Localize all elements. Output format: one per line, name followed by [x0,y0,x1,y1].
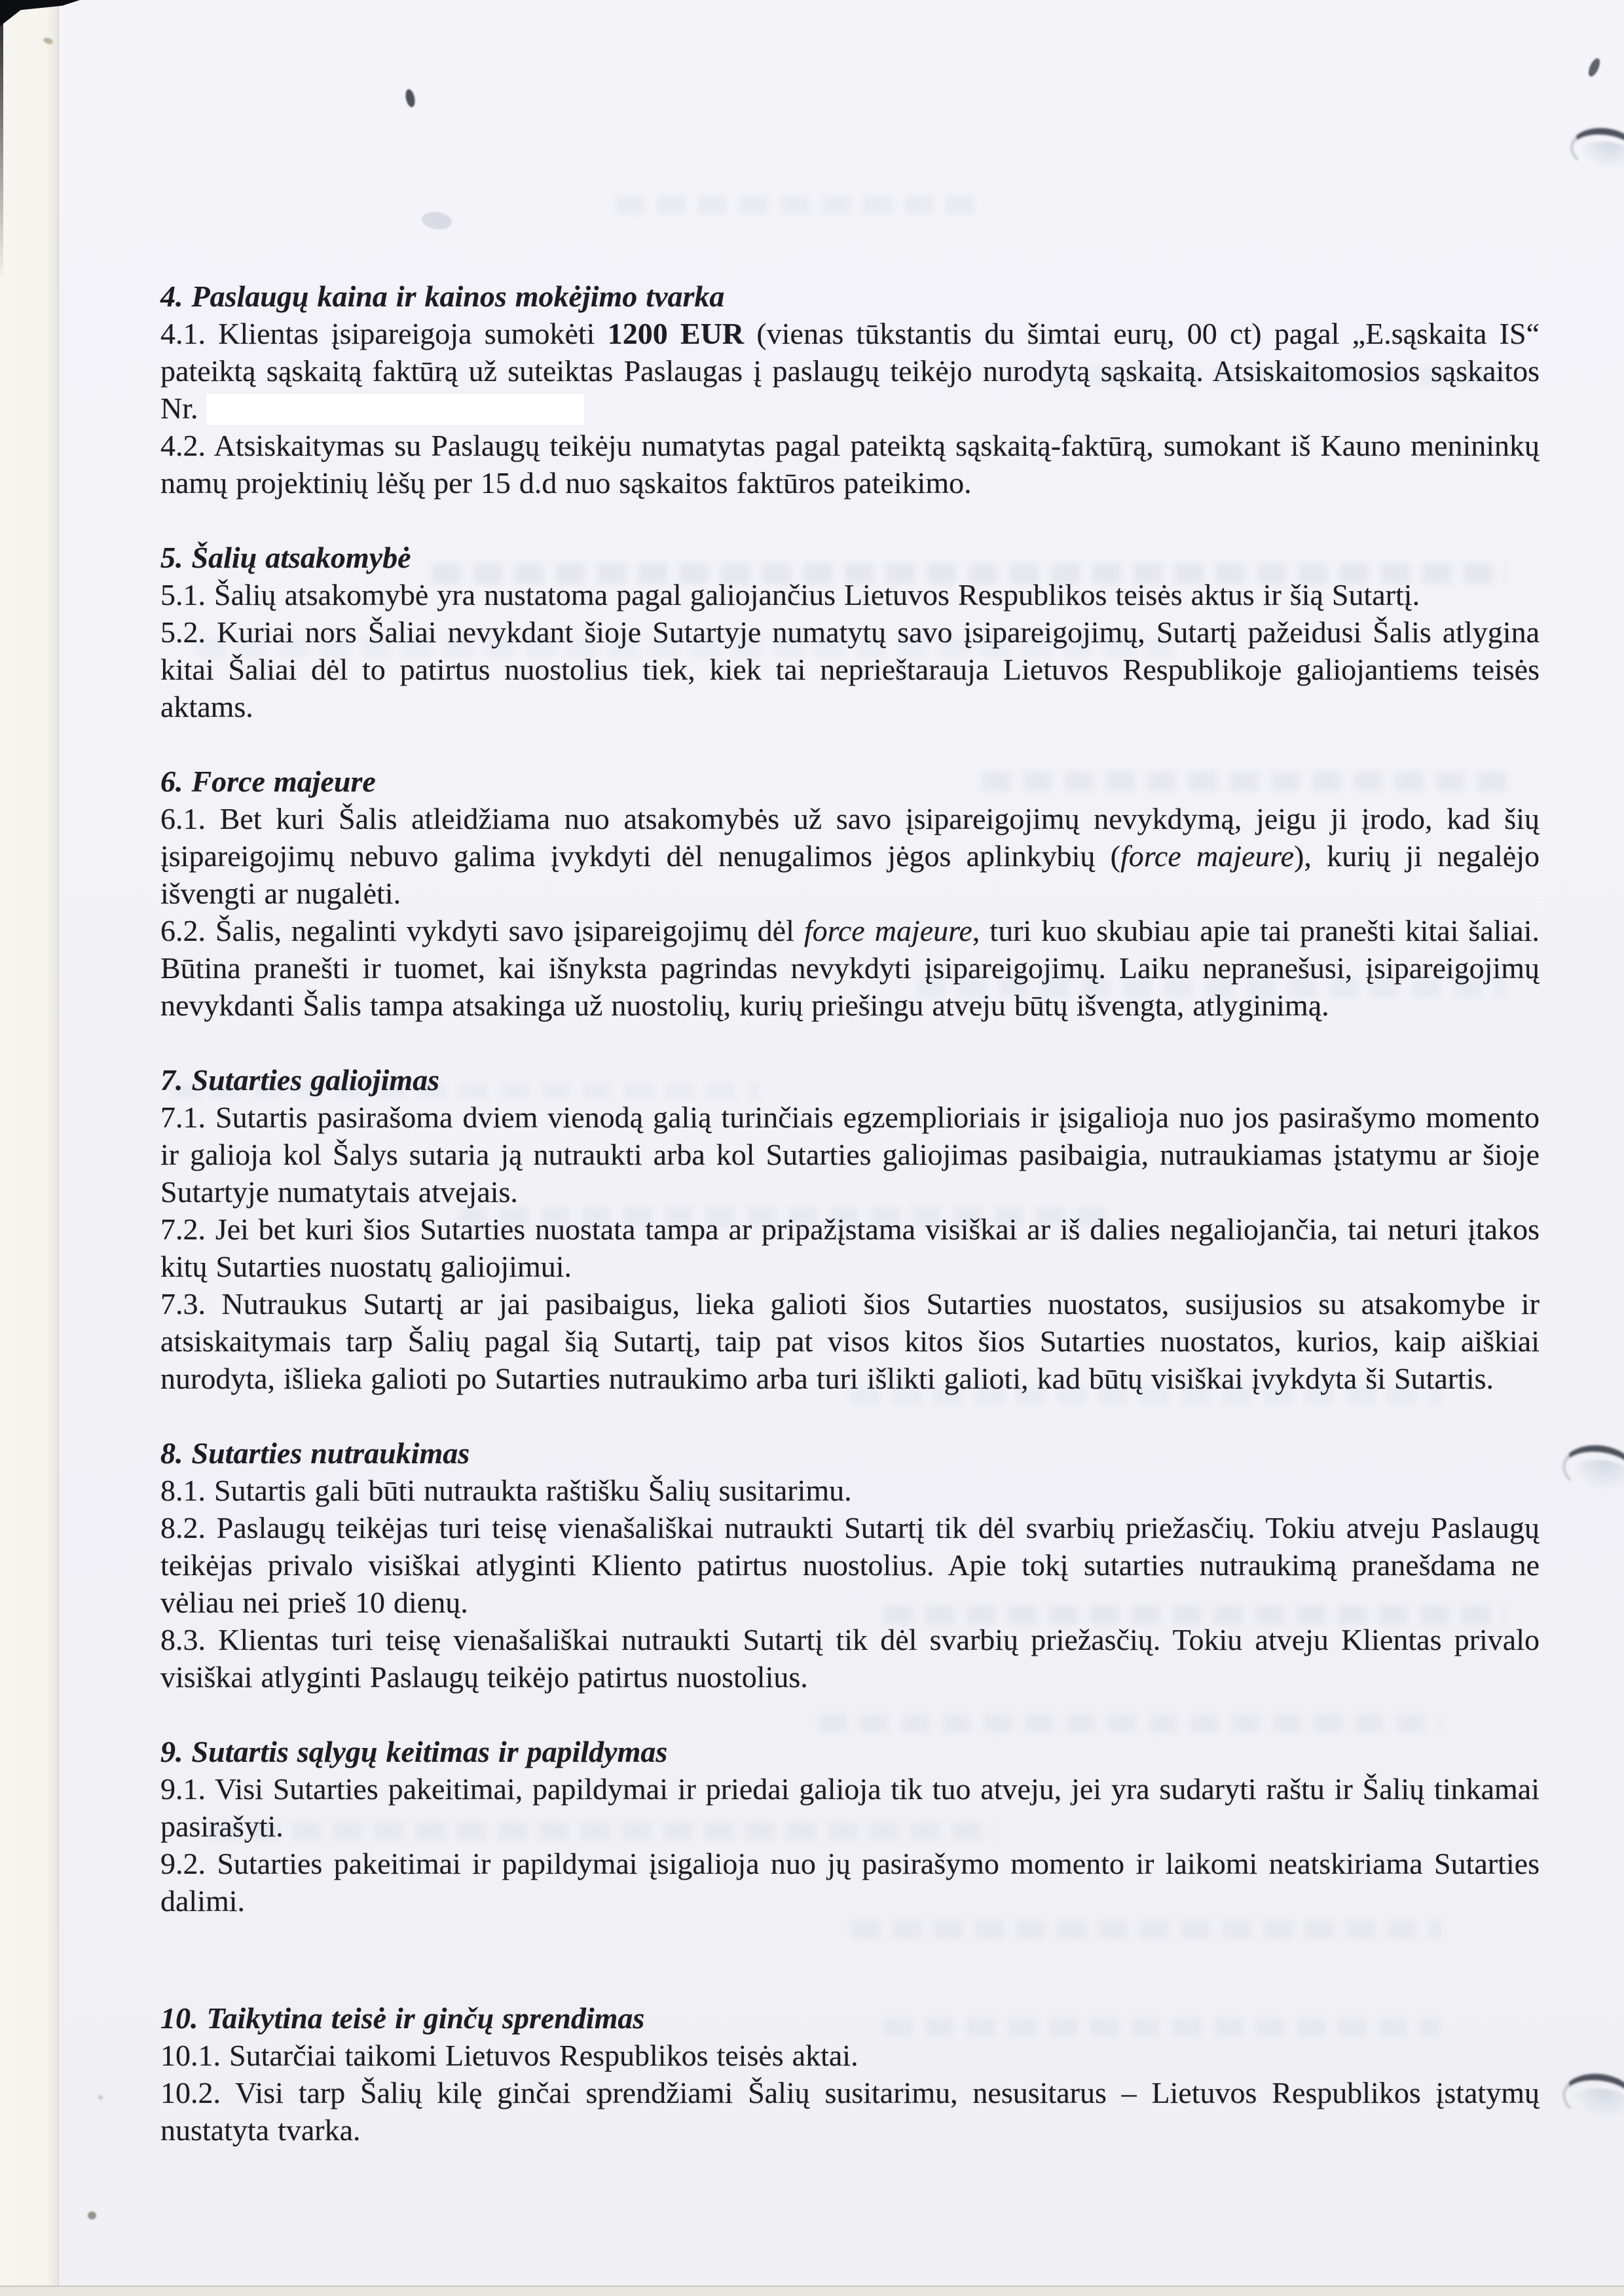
contract-section [160,1999,1540,2149]
section-heading: 5. Šalių atsakomybė [160,541,411,574]
clause-paragraph [160,2037,1540,2074]
clause-paragraph [160,1509,1540,1621]
section-heading: 10. Taikytina teisė ir ginčų sprendimas [160,2001,645,2035]
clause-paragraph [160,1770,1540,1845]
ink-speck-artifact [88,2212,96,2219]
section-heading: 9. Sutartis sąlygų keitimas ir papildymas [160,1735,668,1768]
contract-text [160,278,1540,2149]
clause-paragraph [160,613,1540,725]
italic-term: force majeure [803,914,972,947]
clause-text: 9.1. Visi Sutarties pakeitimai, papildymai ir priedai galioja tik tuo atveju, jei yra sudaryti raštu ir Šalių tinkamai pasirašyti. [160,1772,1540,1843]
clause-text: 5.1. Šalių atsakomybė yra nustatoma pagal galiojančius Lietuvos Respublikos teisės aktus ir šią Sutartį. [160,578,1420,611]
clause-paragraph [160,427,1540,501]
clause-paragraph [160,1845,1540,1920]
clause-paragraph [160,1099,1540,1211]
clause-text: 4.1. Klientas įsipareigoja sumokėti [160,317,608,350]
clause-text: 10.1. Sutarčiai taikomi Lietuvos Respublikos teisės aktai. [160,2039,858,2072]
emphasized-amount: 1200 EUR [607,317,745,350]
contract-section [160,1061,1540,1397]
clause-text: 7.3. Nutraukus Sutartį ar jai pasibaigus, lieka galioti šios Sutarties nuostatos, susijusios su atsakomybe ir atsiskaitymais tarp Šalių pagal šią Sutartį, taip pat visos kitos šios Sutarties nuostatos, kurios, kaip aiškiai nurodyta, išlieka galioti po Sutarties nutraukimo arba turi išlikti galioti, kad būtų visiškai įvykdyta ši Sutartis. [160,1287,1540,1395]
section-heading: 6. Force majeure [160,765,376,798]
redaction-box [207,394,583,424]
clause-text: 8.3. Klientas turi teisę vienašališkai nutraukti Sutartį tik dėl svarbių priežasčių. Tokiu atveju Klientas privalo visiškai atlyginti Paslaugų teikėjo patirtus nuostolius. [160,1623,1540,1694]
page-bottom-edge [0,2286,1624,2296]
clause-paragraph [160,912,1540,1024]
clause-paragraph [160,576,1540,613]
clause-paragraph [160,2074,1540,2149]
clause-text: 9.2. Sutarties pakeitimai ir papildymai įsigalioja nuo jų pasirašymo momento ir laikomi neatskiriama Sutarties dalimi. [160,1847,1540,1918]
section-heading: 8. Sutarties nutraukimas [160,1436,470,1470]
clause-text: 6.2. Šalis, negalinti vykdyti savo įsipareigojimų dėl [160,914,804,947]
clause-paragraph [160,1621,1540,1696]
clause-text: 5.2. Kuriai nors Šaliai nevykdant šioje Sutartyje numatytų savo įsipareigojimų, Sutartį pažeidusi Šalis atlygina kitai Šaliai dėl to patirtus nuostolius tiek, kiek tai neprieštarauja Lietuvos Respublikoje galiojantiems teisės aktams. [160,615,1540,723]
section-heading: 7. Sutarties galiojimas [160,1063,440,1097]
clause-text: , turi kuo skubiau apie tai pranešti kitai šaliai. Būtina pranešti ir tuomet, kai išnyksta pagrindas nevykdyti įsipareigojimų. Laiku nepranešusi, įsipareigojimų nevykdanti Šalis tampa atsakinga už nuostolių, kurių priešingu atveju būtų išvengta, atlyginimą. [160,914,1540,1022]
clause-paragraph [160,1472,1540,1509]
clause-paragraph [160,1285,1540,1397]
clause-text: 6.1. Bet kuri Šalis atleidžiama nuo atsakomybės už savo įsipareigojimų nevykdymą, jeigu ji įrodo, kad šių įsipareigojimų nebuvo galima įvykdyti dėl nenugalimos jėgos aplinkybių ( [160,802,1540,873]
clause-text: 7.2. Jei bet kuri šios Sutarties nuostata tampa ar pripažįstama visiškai ar iš dalies negaliojančia, tai neturi įtakos kitų Sutarties nuostatų galiojimui. [160,1212,1540,1283]
clause-text: 7.1. Sutartis pasirašoma dviem vienodą galią turinčiais egzemplioriais ir įsigalioja nuo jos pasirašymo momento ir galioja kol Šalys sutaria ją nutraukti arba kol Sutarties galiojimas pasibaigia, nutraukiamas įstatymu ar šioje Sutartyje numatytais atvejais. [160,1101,1540,1209]
clause-text: 4.2. Atsiskaitymas su Paslaugų teikėju numatytas pagal pateiktą sąskaitą-faktūrą, sumokant iš Kauno menininkų namų projektinių lėšų per 15 d.d nuo sąskaitos faktūros pateikimo. [160,429,1540,500]
contract-section [160,1434,1540,1696]
scanner-edge-band [0,0,59,2296]
contract-section [160,1733,1540,1920]
clause-paragraph [160,800,1540,912]
clause-paragraph [160,1211,1540,1285]
clause-text: 8.2. Paslaugų teikėjas turi teisę vienašališkai nutraukti Sutartį tik dėl svarbių priežasčių. Tokiu atveju Paslaugų teikėjas privalo visiškai atlyginti Kliento patirtus nuostolius. Apie tokį sutarties nutraukimą pranešdama ne vėliau nei prieš 10 dienų. [160,1511,1540,1619]
section-heading: 4. Paslaugų kaina ir kainos mokėjimo tvarka [160,280,725,313]
contract-section [160,539,1540,725]
bleedthrough-text-artifact [616,195,982,215]
clause-paragraph [160,315,1540,427]
italic-term: force majeure [1120,839,1295,873]
contract-section [160,763,1540,1024]
clause-text: ), kurių ji negalėjo išvengti ar nugalėti. [160,839,1540,910]
clause-text: 8.1. Sutartis gali būti nutraukta raštišku Šalių susitarimu. [160,1474,852,1507]
scan-edge-shadow [0,0,3,282]
contract-section [160,278,1540,501]
clause-text: 10.2. Visi tarp Šalių kilę ginčai sprendžiami Šalių susitarimu, nesusitarus – Lietuvos Respublikos įstatymų nustatyta tvarka. [160,2076,1540,2147]
clause-text: (vienas tūkstantis du šimtai eurų, 00 ct) pagal „E.sąskaita IS“ pateiktą sąskaitą faktūrą už suteiktas Paslaugas į paslaugų teikėjo nurodytą sąskaitą. Atsiskaitomosios sąskaitos Nr. [160,317,1540,425]
ink-speck-artifact [98,2095,103,2100]
